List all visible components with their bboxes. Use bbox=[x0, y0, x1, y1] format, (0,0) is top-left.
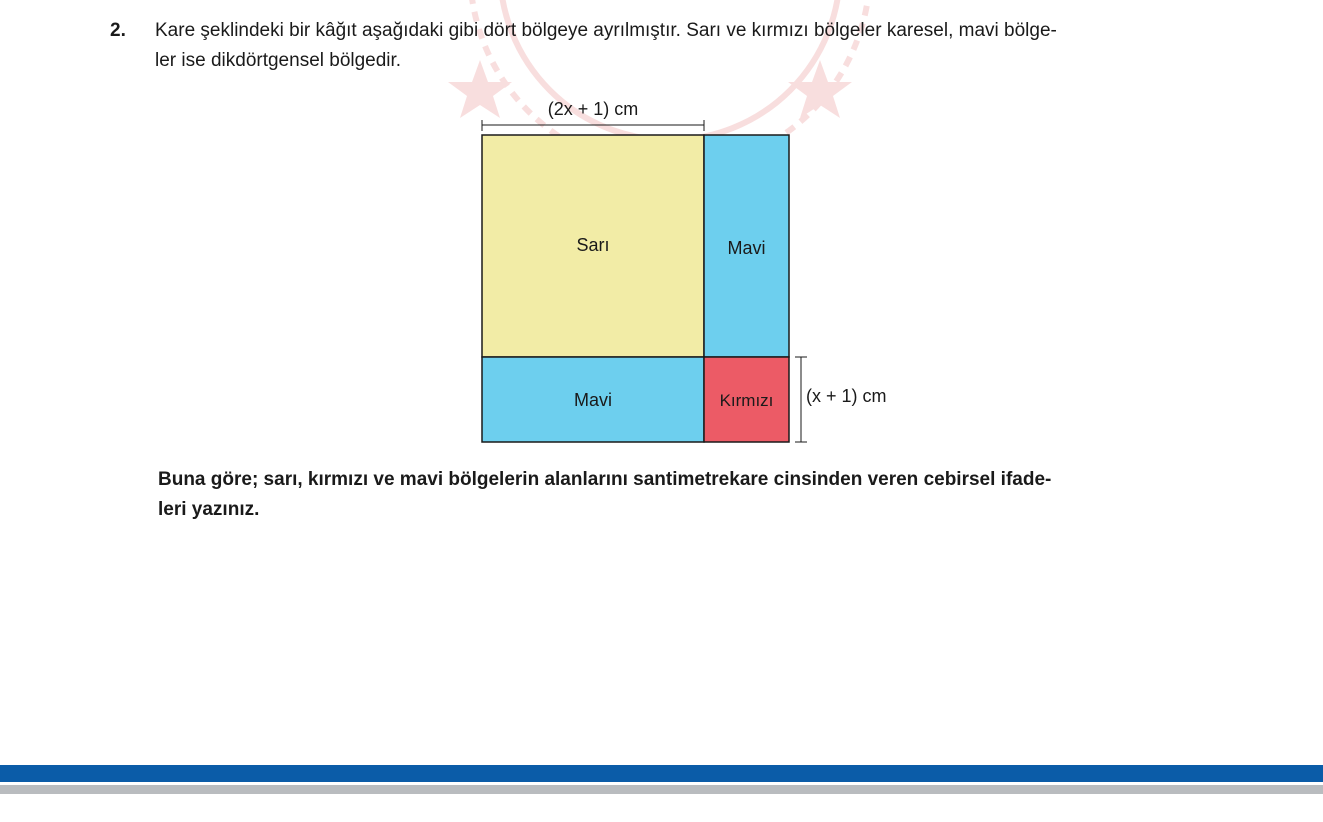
footer-gray-bar bbox=[0, 785, 1323, 794]
right-dimension-label: (x + 1) cm bbox=[806, 386, 887, 406]
question-text bbox=[155, 16, 1220, 76]
red-region-label: Kırmızı bbox=[719, 391, 774, 410]
prompt-line-1: Buna göre; sarı, kırmızı ve mavi bölgelerin alanlarını santimetrekare cinsinden veren cebirsel ifade- bbox=[158, 469, 1052, 490]
footer-blue-bar bbox=[0, 765, 1323, 782]
yellow-region-label: Sarı bbox=[576, 235, 610, 255]
question-text-line-1: Kare şeklindeki bir kâğıt aşağıdaki gibi dört bölgeye ayrılmıştır. Sarı ve kırmızı bölgeler karesel, mavi bölge- bbox=[155, 20, 1057, 41]
question-number: 2. bbox=[110, 20, 126, 41]
square-paper-figure bbox=[470, 95, 930, 450]
prompt-line-2: leri yazınız. bbox=[158, 499, 260, 520]
question-text-line-2: ler ise dikdörtgensel bölgedir. bbox=[155, 50, 402, 71]
question-prompt bbox=[158, 465, 1218, 525]
top-dimension-label: (2x + 1) cm bbox=[547, 99, 639, 119]
blue-right-region-label: Mavi bbox=[727, 238, 766, 258]
blue-bottom-region-label: Mavi bbox=[573, 390, 612, 410]
